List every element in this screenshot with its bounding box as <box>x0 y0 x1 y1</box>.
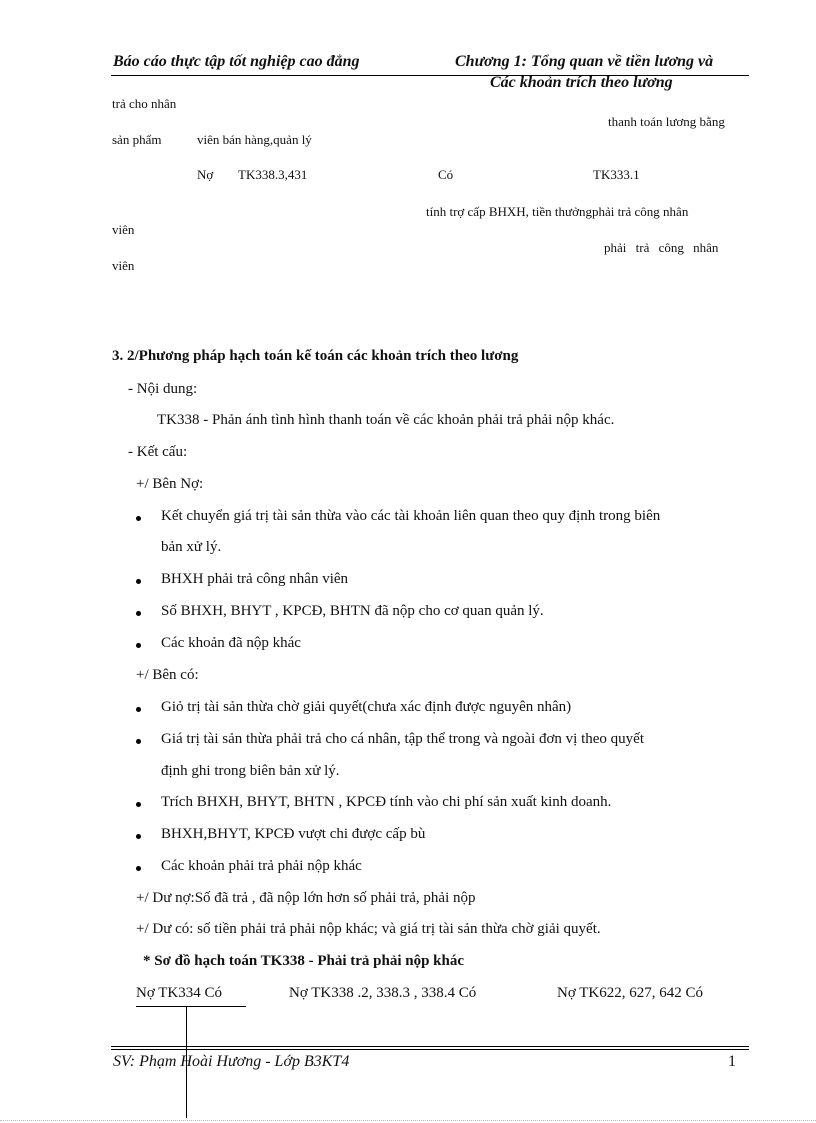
t-account-tk338: Nợ TK338 .2, 338.3 , 338.4 Có <box>289 985 477 1001</box>
page-edge-dotted-line <box>0 1120 816 1121</box>
diagram-text: phải trả công nhân <box>604 240 719 255</box>
ket-cau-label: - Kết cấu: <box>128 444 188 460</box>
bullet-icon <box>136 643 141 648</box>
header-left-title: Báo cáo thực tập tốt nghiệp cao đẳng <box>113 53 360 70</box>
co-item: Các khoản phải trả phải nộp khác <box>161 858 362 874</box>
bullet-icon <box>136 739 141 744</box>
section-heading: 3. 2/Phương pháp hạch toán kế toán các khoản trích theo lương <box>112 348 519 364</box>
footer-rule-bottom <box>111 1049 749 1050</box>
bullet-icon <box>136 834 141 839</box>
header-right-title-line1: Chương 1: Tổng quan về tiền lương và <box>455 53 714 70</box>
no-item: BHXH phải trả công nhân viên <box>161 571 349 587</box>
co-item: BHXH,BHYT, KPCĐ vượt chi được cấp bù <box>161 826 426 842</box>
co-item-continuation: định ghi trong biên bản xử lý. <box>161 763 340 779</box>
footer-student-info: SV: Phạm Hoài Hương - Lớp B3KT4 <box>113 1053 350 1070</box>
no-item: Số BHXH, BHYT , KPCĐ, BHTN đã nộp cho cơ quan quản lý. <box>161 603 544 619</box>
co-item: Giỏ trị tài sản thừa chờ giải quyết(chưa xác định được nguyên nhân) <box>161 699 572 715</box>
bullet-icon <box>136 611 141 616</box>
du-no-text: +/ Dư nợ:Số đã trả , đã nộp lớn hơn số phải trả, phải nộp <box>136 890 476 906</box>
ben-no-label: +/ Bên Nợ: <box>136 476 204 492</box>
diagram-text: thanh toán lương bằng <box>608 114 725 129</box>
diagram-account: TK333.1 <box>593 167 640 182</box>
diagram-text: viên <box>112 258 135 273</box>
no-item: Các khoản đã nộp khác <box>161 635 301 651</box>
page-number: 1 <box>728 1053 736 1070</box>
header-right-title-line2: Các khoản trích theo lương <box>490 74 673 91</box>
diagram-account: TK338.3,431 <box>238 167 308 182</box>
diagram-text: viên bán hàng,quản lý <box>197 132 312 147</box>
t-account-tk334: Nợ TK334 Có <box>136 985 222 1001</box>
diagram-text: trả cho nhân <box>112 96 177 111</box>
diagram-text: viên <box>112 222 135 237</box>
t-account-underline <box>136 1006 246 1007</box>
bullet-icon <box>136 707 141 712</box>
t-account-tk622: Nợ TK622, 627, 642 Có <box>557 985 703 1001</box>
du-co-text: +/ Dư có: số tiền phải trả phải nộp khác; và giá trị tài sản thừa chờ giải quyết. <box>136 921 601 937</box>
co-item: Giá trị tài sản thừa phải trả cho cá nhân, tập thể trong và ngoài đơn vị theo quyết <box>161 731 645 747</box>
bullet-icon <box>136 866 141 871</box>
no-item-continuation: bản xử lý. <box>161 539 222 555</box>
no-item: Kết chuyển giá trị tài sản thừa vào các tài khoản liên quan theo quy định trong biên <box>161 508 661 524</box>
diagram-heading: * Sơ đồ hạch toán TK338 - Phải trả phải nộp khác <box>143 953 465 969</box>
diagram-co-label: Có <box>438 167 454 182</box>
diagram-text: tính trợ cấp BHXH, tiền thưởngphải trả công nhân <box>426 204 689 219</box>
footer-rule-top <box>111 1046 749 1047</box>
tk338-description: TK338 - Phản ánh tình hình thanh toán về các khoản phải trả phải nộp khác. <box>157 412 615 428</box>
noi-dung-label: - Nội dung: <box>128 381 198 397</box>
diagram-no-label: Nợ <box>197 167 214 182</box>
bullet-icon <box>136 516 141 521</box>
bullet-icon <box>136 579 141 584</box>
ben-co-label: +/ Bên có: <box>136 667 199 683</box>
diagram-text: sản phẩm <box>112 132 162 147</box>
bullet-icon <box>136 802 141 807</box>
co-item: Trích BHXH, BHYT, BHTN , KPCĐ tính vào chi phí sản xuất kinh doanh. <box>161 794 612 810</box>
